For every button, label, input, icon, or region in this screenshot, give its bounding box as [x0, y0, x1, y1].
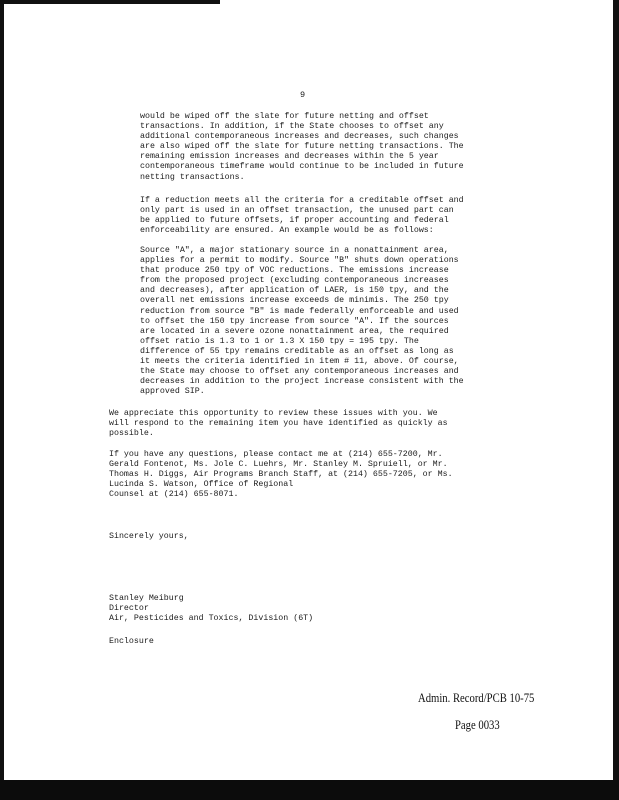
text-line: applies for a permit to modify. Source "B" shuts down operations [140, 256, 459, 266]
text-line: Lucinda S. Watson, Office of Regional [109, 480, 294, 490]
text-line: the State may choose to offset any contemporaneous increases and [140, 367, 459, 377]
text-line: Gerald Fontenot, Ms. Jole C. Luehrs, Mr. Stanley M. Spruiell, or Mr. [109, 460, 448, 470]
text-line: We appreciate this opportunity to review these issues with you. We [109, 409, 438, 418]
text-line: additional contemporaneous increases and decreases, such changes [140, 132, 459, 142]
text-line: possible. [109, 429, 154, 439]
text-line: to offset the 150 tpy increase from source "A". If the sources [140, 316, 449, 326]
text-line: remaining emission increases and decreases within the 5 year [140, 152, 439, 162]
text-line: decreases in addition to the project increase consistent with the [140, 377, 464, 387]
text-line: Counsel at (214) 655-8071. [109, 490, 239, 500]
text-line: that produce 250 tpy of VOC reductions. The emissions increase [140, 266, 449, 276]
text-line: approved SIP. [140, 387, 205, 397]
paragraph-appreciation [109, 409, 448, 439]
enclosure-note: Enclosure [109, 637, 154, 646]
paragraph-netting [140, 112, 464, 183]
text-line: will respond to the remaining item you have identified as quickly as [109, 419, 448, 429]
paragraph-creditable-offset [140, 196, 464, 236]
text-line: it meets the criteria identified in item # 11, above. Of course, [140, 357, 459, 367]
text-line: are also wiped off the slate for future netting transactions. The [140, 142, 464, 152]
text-line: only part is used in an offset transaction, the unused part can [140, 206, 454, 216]
scan-edge-bottom [0, 780, 619, 800]
signer-title: Director [109, 604, 149, 614]
text-line: overall net emissions increase exceeds de minimis. The 250 tpy [140, 296, 449, 306]
page-number: 9 [300, 90, 306, 100]
text-line: If you have any questions, please contact me at (214) 655-7200, Mr. [109, 450, 443, 459]
signer-division: Air, Pesticides and Toxics, Division (6T) [109, 614, 314, 624]
paragraph-example [140, 246, 464, 397]
text-line: contemporaneous timeframe would continue to be included in future [140, 162, 464, 172]
text-line: netting transactions. [140, 172, 245, 182]
scan-edge-top [0, 0, 220, 4]
text-line: be applied to future offsets, if proper accounting and federal [140, 216, 449, 226]
text-line: transactions. In addition, if the State chooses to offset any [140, 122, 444, 132]
signature-block [109, 594, 313, 624]
paragraph-contacts [109, 450, 453, 500]
scan-edge-left [0, 0, 4, 800]
text-line: Thomas H. Diggs, Air Programs Branch Staff, at (214) 655-7205, or Ms. [109, 470, 453, 480]
text-line: and decreases), after application of LAER, is 150 tpy, and the [140, 286, 449, 296]
admin-record-stamp: Admin. Record/PCB 10-75 [418, 690, 535, 705]
page-stamp: Page 0033 [455, 717, 500, 732]
text-line: enforceability are ensured. An example would be as follows: [140, 226, 434, 236]
text-line: offset ratio is 1.3 to 1 or 1.3 X 150 tpy = 195 tpy. The [140, 336, 419, 346]
scan-edge-right [613, 0, 619, 800]
text-line: Source "A", a major stationary source in a nonattainment area, [140, 246, 449, 255]
signer-name: Stanley Meiburg [109, 594, 184, 603]
text-line: If a reduction meets all the criteria for a creditable offset and [140, 196, 464, 205]
text-line: reduction from source "B" is made federally enforceable and used [140, 306, 459, 316]
text-line: from the proposed project (excluding contemporaneous increases [140, 276, 449, 286]
text-line: would be wiped off the slate for future netting and offset [140, 112, 429, 121]
text-line: are located in a severe ozone nonattainment area, the required [140, 326, 449, 336]
closing-salutation: Sincerely yours, [109, 532, 189, 541]
text-line: difference of 55 tpy remains creditable as an offset as long as [140, 346, 454, 356]
